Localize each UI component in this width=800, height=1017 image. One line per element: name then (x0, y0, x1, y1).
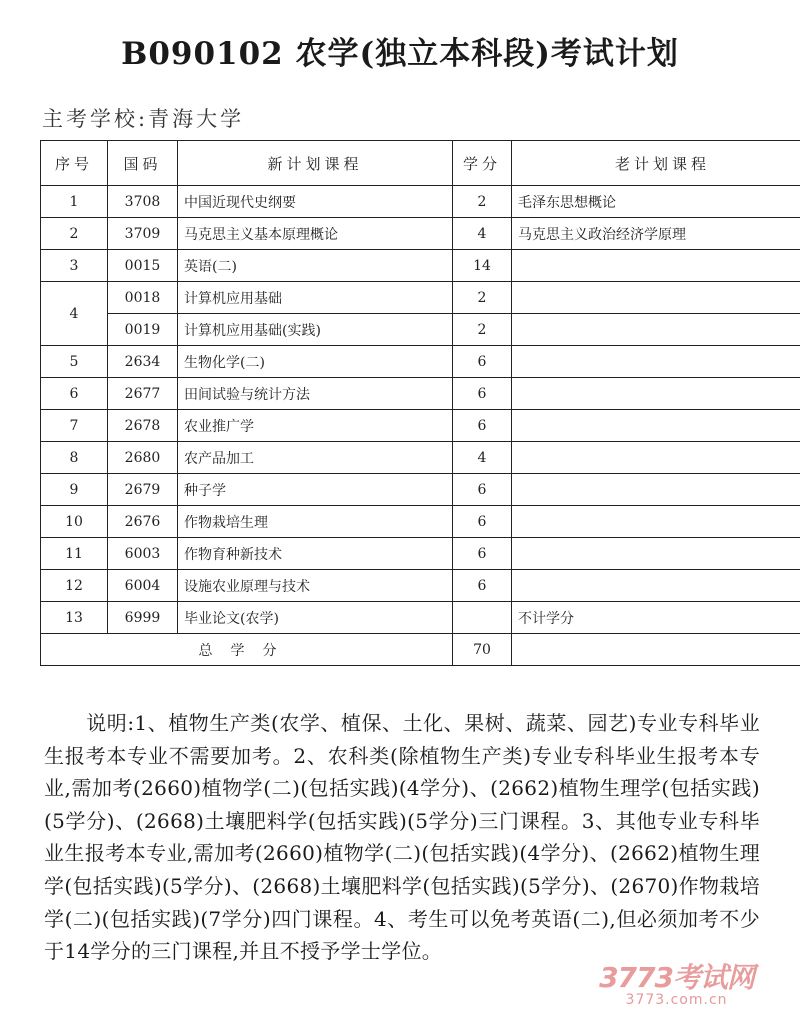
page-title: B090102 农学(独立本科段)考试计划 (121, 36, 679, 72)
row-no: 8 (41, 442, 108, 474)
table-row (41, 506, 800, 538)
table-row (41, 378, 800, 410)
table-header-row (41, 141, 800, 186)
row-code: 6999 (108, 602, 178, 634)
table-row (41, 282, 800, 314)
table-row (41, 602, 800, 634)
host-school: 主考学校:青海大学 (42, 107, 245, 131)
row-course-name: 生物化学(二) (178, 346, 453, 378)
table-row (41, 570, 800, 602)
row-course-name: 设施农业原理与技术 (178, 570, 453, 602)
row-credit: 6 (453, 538, 512, 570)
total-row-empty-cell (512, 634, 800, 666)
row-no: 10 (41, 506, 108, 538)
header-code: 国码 (108, 141, 178, 186)
row-course-name: 计算机应用基础(实践) (178, 314, 453, 346)
watermark-url: 3773.com.cn (625, 992, 728, 1008)
row-credit: 2 (453, 186, 512, 218)
table-row (41, 410, 800, 442)
row-no: 2 (41, 218, 108, 250)
row-no: 3 (41, 250, 108, 282)
row-course-name: 英语(二) (178, 250, 453, 282)
row-code: 0015 (108, 250, 178, 282)
row-code: 2676 (108, 506, 178, 538)
row-code: 2677 (108, 378, 178, 410)
table-row (41, 186, 800, 218)
row-code: 2680 (108, 442, 178, 474)
row-no: 7 (41, 410, 108, 442)
table-row (41, 314, 800, 346)
row-credit: 2 (453, 314, 512, 346)
site-watermark (599, 956, 754, 1008)
header-old-course: 老计划课程 (512, 141, 800, 186)
header-no: 序号 (41, 141, 108, 186)
row-old-course (512, 250, 800, 282)
exam-plan-table (40, 140, 800, 666)
row-credit (453, 602, 512, 634)
row-course-name: 种子学 (178, 474, 453, 506)
row-old-course: 马克思主义政治经济学原理 (512, 218, 800, 250)
row-old-course (512, 410, 800, 442)
row-no: 13 (41, 602, 108, 634)
row-credit: 6 (453, 378, 512, 410)
row-no: 9 (41, 474, 108, 506)
row-old-course (512, 378, 800, 410)
row-no: 12 (41, 570, 108, 602)
table-row (41, 346, 800, 378)
row-code: 0018 (108, 282, 178, 314)
row-credit: 6 (453, 346, 512, 378)
row-course-name: 毕业论文(农学) (178, 602, 453, 634)
row-old-course (512, 314, 800, 346)
row-no: 1 (41, 186, 108, 218)
header-new-course: 新计划课程 (178, 141, 453, 186)
row-course-name: 农业推广学 (178, 410, 453, 442)
row-course-name: 作物栽培生理 (178, 506, 453, 538)
row-old-course: 不计学分 (512, 602, 800, 634)
row-code: 0019 (108, 314, 178, 346)
row-credit: 2 (453, 282, 512, 314)
notes-text: 说明:1、植物生产类(农学、植保、土化、果树、蔬菜、园艺)专业专科毕业生报考本专业不需要加考。2、农科类(除植物生产类)专业专科毕业生报考本专业,需加考(2660)植物学(二)(包括实践)(4学分)、(2662)植物生理学(包括实践)(5学分)、(2668)土壤肥料学(包括实践)(5学分)三门课程。3、其他专业专科毕业生报考本专业,需加考(2660)植物学(二)(包括实践)(4学分)、(2662)植物生理学(包括实践)(5学分)、(2668)土壤肥料学(包括实践)(5学分)、(2670)作物栽培学(二)(包括实践)(7学分)四门课程。4、考生可以免考英语(二),但必须加考不少于14学分的三门课程,并且不授予学士学位。 (44, 711, 760, 964)
row-no: 4 (41, 282, 108, 346)
table-row (41, 442, 800, 474)
table-row (41, 218, 800, 250)
notes-paragraph (44, 707, 760, 968)
row-code: 2679 (108, 474, 178, 506)
total-credits-label: 总学分 (41, 634, 453, 666)
row-credit: 6 (453, 570, 512, 602)
watermark-logo: 3773考试网 (599, 961, 754, 994)
row-old-course (512, 570, 800, 602)
row-course-name: 农产品加工 (178, 442, 453, 474)
row-old-course (512, 346, 800, 378)
row-no: 11 (41, 538, 108, 570)
row-code: 6004 (108, 570, 178, 602)
row-course-name: 中国近现代史纲要 (178, 186, 453, 218)
row-old-course (512, 442, 800, 474)
row-credit: 6 (453, 506, 512, 538)
row-code: 3708 (108, 186, 178, 218)
row-old-course (512, 474, 800, 506)
row-old-course: 毛泽东思想概论 (512, 186, 800, 218)
row-old-course (512, 506, 800, 538)
row-credit: 14 (453, 250, 512, 282)
row-old-course (512, 538, 800, 570)
row-credit: 4 (453, 442, 512, 474)
row-course-name: 马克思主义基本原理概论 (178, 218, 453, 250)
row-course-name: 计算机应用基础 (178, 282, 453, 314)
table-row (41, 250, 800, 282)
row-code: 6003 (108, 538, 178, 570)
row-old-course (512, 282, 800, 314)
row-no: 6 (41, 378, 108, 410)
total-credits-value: 70 (453, 634, 512, 666)
row-credit: 6 (453, 474, 512, 506)
table-row (41, 474, 800, 506)
row-course-name: 田间试验与统计方法 (178, 378, 453, 410)
row-course-name: 作物育种新技术 (178, 538, 453, 570)
table-row (41, 538, 800, 570)
row-credit: 6 (453, 410, 512, 442)
header-credit: 学分 (453, 141, 512, 186)
row-credit: 4 (453, 218, 512, 250)
row-no: 5 (41, 346, 108, 378)
total-row (41, 634, 800, 666)
row-code: 2678 (108, 410, 178, 442)
row-code: 3709 (108, 218, 178, 250)
row-code: 2634 (108, 346, 178, 378)
